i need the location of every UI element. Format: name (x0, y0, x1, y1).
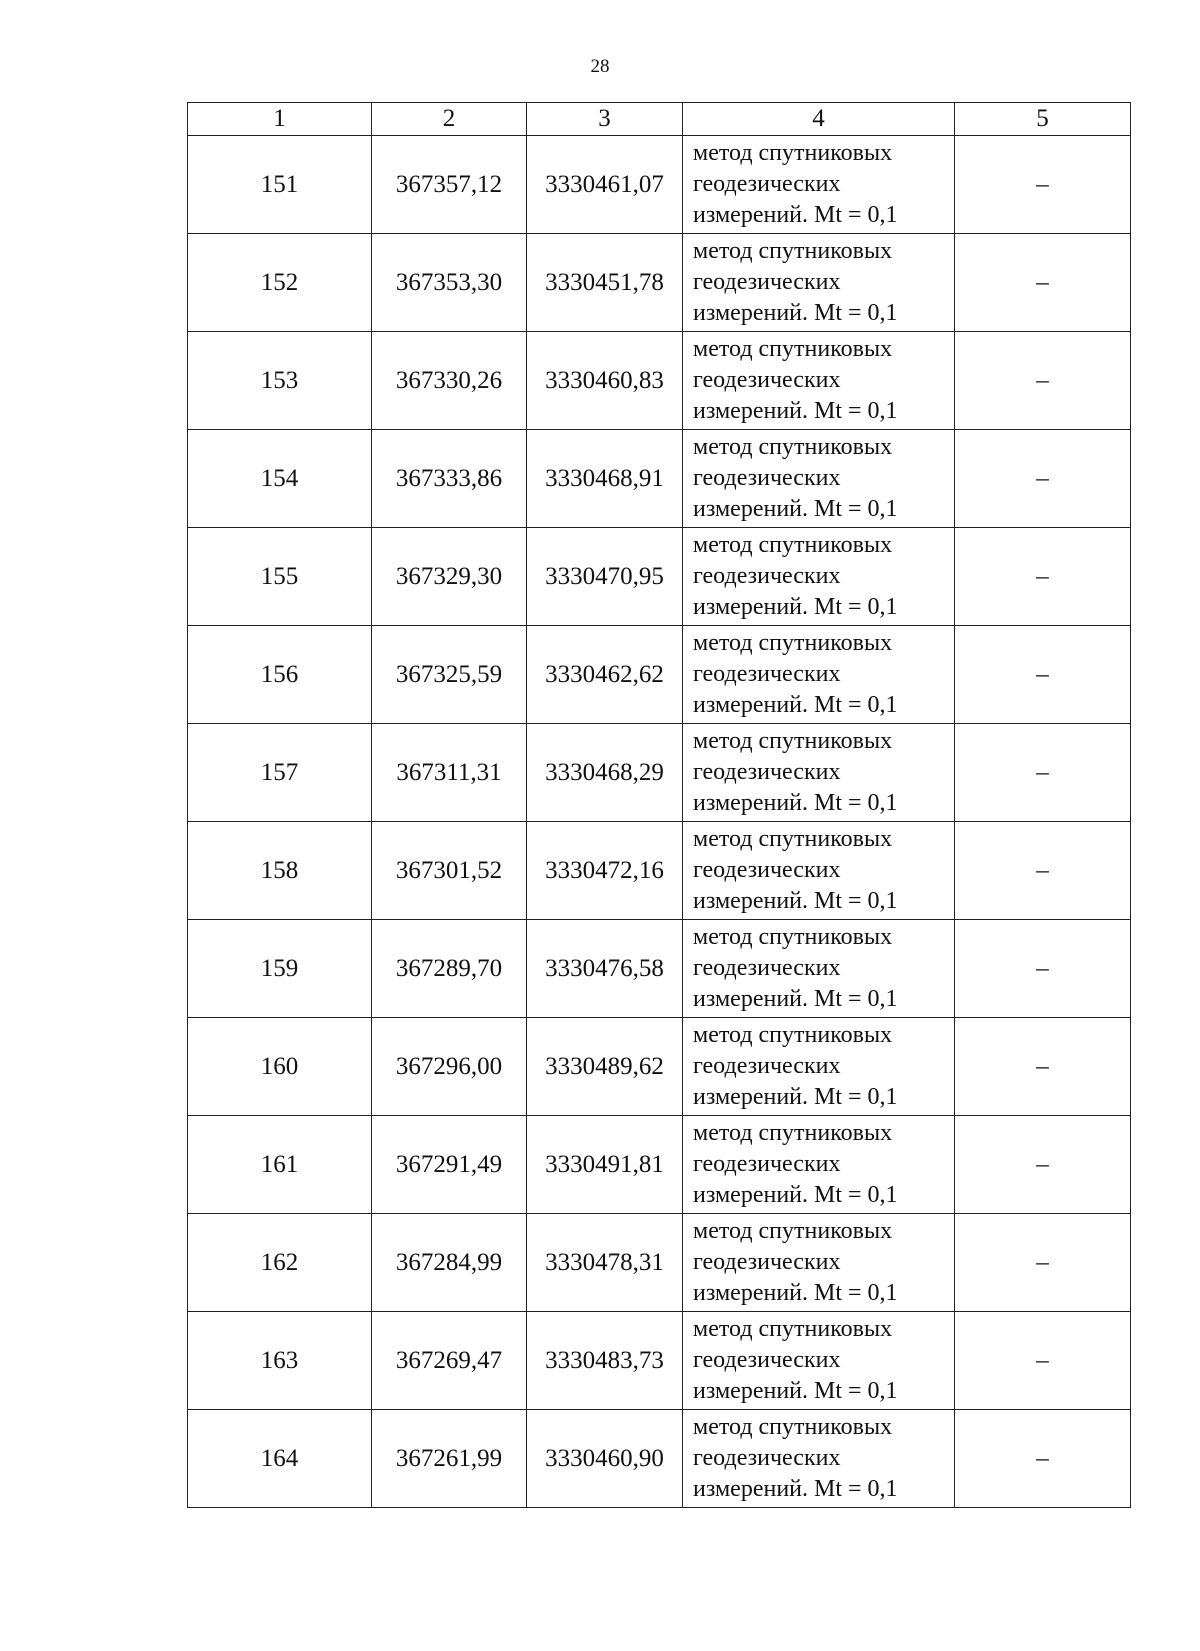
point-number-cell: 155 (188, 528, 372, 626)
header-col-1: 1 (188, 103, 372, 136)
method-line: геодезических (693, 171, 841, 197)
method-cell (683, 1312, 955, 1410)
y-coordinate-cell: 3330478,31 (527, 1214, 683, 1312)
note-cell: – (955, 1410, 1131, 1508)
note-cell: – (955, 430, 1131, 528)
x-coordinate-cell: 367333,86 (372, 430, 527, 528)
method-line: геодезических (693, 759, 841, 785)
method-line: геодезических (693, 661, 841, 687)
method-line: измерений. Mt = 0,1 (693, 692, 898, 718)
x-coordinate-cell: 367311,31 (372, 724, 527, 822)
x-coordinate-cell: 367357,12 (372, 136, 527, 234)
method-line: измерений. Mt = 0,1 (693, 986, 898, 1012)
x-coordinate-cell: 367291,49 (372, 1116, 527, 1214)
x-coordinate-cell: 367284,99 (372, 1214, 527, 1312)
note-cell: – (955, 1312, 1131, 1410)
method-cell (683, 1410, 955, 1508)
point-number-cell: 161 (188, 1116, 372, 1214)
method-line: метод спутниковых (693, 1414, 893, 1440)
note-cell: – (955, 1116, 1131, 1214)
method-cell (683, 920, 955, 1018)
table-row (188, 1214, 1131, 1312)
table-row (188, 528, 1131, 626)
table-body (188, 136, 1131, 1508)
point-number-cell: 160 (188, 1018, 372, 1116)
point-number-cell: 162 (188, 1214, 372, 1312)
table-row (188, 1410, 1131, 1508)
method-line: измерений. Mt = 0,1 (693, 1280, 898, 1306)
method-line: геодезических (693, 1347, 841, 1373)
method-line: геодезических (693, 1053, 841, 1079)
method-line: геодезических (693, 465, 841, 491)
y-coordinate-cell: 3330476,58 (527, 920, 683, 1018)
header-col-2: 2 (372, 103, 527, 136)
table-row (188, 1312, 1131, 1410)
method-cell (683, 1214, 955, 1312)
method-line: метод спутниковых (693, 336, 893, 362)
method-cell (683, 724, 955, 822)
method-cell (683, 822, 955, 920)
table-row (188, 332, 1131, 430)
y-coordinate-cell: 3330470,95 (527, 528, 683, 626)
note-cell: – (955, 626, 1131, 724)
header-col-5: 5 (955, 103, 1131, 136)
header-col-3: 3 (527, 103, 683, 136)
x-coordinate-cell: 367289,70 (372, 920, 527, 1018)
method-line: метод спутниковых (693, 924, 893, 950)
method-line: измерений. Mt = 0,1 (693, 1182, 898, 1208)
x-coordinate-cell: 367329,30 (372, 528, 527, 626)
method-line: измерений. Mt = 0,1 (693, 594, 898, 620)
method-line: геодезических (693, 563, 841, 589)
method-line: метод спутниковых (693, 1218, 893, 1244)
x-coordinate-cell: 367325,59 (372, 626, 527, 724)
table-header (188, 103, 1131, 136)
point-number-cell: 153 (188, 332, 372, 430)
method-line: метод спутниковых (693, 434, 893, 460)
method-line: метод спутниковых (693, 140, 893, 166)
method-line: метод спутниковых (693, 532, 893, 558)
note-cell: – (955, 1214, 1131, 1312)
coordinates-table (187, 102, 1131, 1508)
note-cell: – (955, 136, 1131, 234)
y-coordinate-cell: 3330468,91 (527, 430, 683, 528)
method-cell (683, 332, 955, 430)
header-col-4: 4 (683, 103, 955, 136)
note-cell: – (955, 920, 1131, 1018)
table-row (188, 1018, 1131, 1116)
point-number-cell: 163 (188, 1312, 372, 1410)
point-number-cell: 156 (188, 626, 372, 724)
x-coordinate-cell: 367296,00 (372, 1018, 527, 1116)
point-number-cell: 152 (188, 234, 372, 332)
x-coordinate-cell: 367301,52 (372, 822, 527, 920)
note-cell: – (955, 234, 1131, 332)
x-coordinate-cell: 367261,99 (372, 1410, 527, 1508)
note-cell: – (955, 528, 1131, 626)
x-coordinate-cell: 367269,47 (372, 1312, 527, 1410)
y-coordinate-cell: 3330489,62 (527, 1018, 683, 1116)
method-line: измерений. Mt = 0,1 (693, 888, 898, 914)
table-row (188, 920, 1131, 1018)
y-coordinate-cell: 3330468,29 (527, 724, 683, 822)
table-row (188, 1116, 1131, 1214)
y-coordinate-cell: 3330460,90 (527, 1410, 683, 1508)
method-cell (683, 430, 955, 528)
y-coordinate-cell: 3330483,73 (527, 1312, 683, 1410)
method-cell (683, 1018, 955, 1116)
method-line: измерений. Mt = 0,1 (693, 1084, 898, 1110)
method-line: геодезических (693, 955, 841, 981)
method-cell (683, 234, 955, 332)
note-cell: – (955, 724, 1131, 822)
x-coordinate-cell: 367353,30 (372, 234, 527, 332)
method-cell (683, 136, 955, 234)
table-row (188, 136, 1131, 234)
note-cell: – (955, 822, 1131, 920)
y-coordinate-cell: 3330461,07 (527, 136, 683, 234)
method-cell (683, 528, 955, 626)
method-line: метод спутниковых (693, 1316, 893, 1342)
page-number: 28 (590, 56, 610, 77)
note-cell: – (955, 332, 1131, 430)
method-line: геодезических (693, 269, 841, 295)
x-coordinate-cell: 367330,26 (372, 332, 527, 430)
note-cell: – (955, 1018, 1131, 1116)
table-row (188, 626, 1131, 724)
point-number-cell: 151 (188, 136, 372, 234)
table-row (188, 430, 1131, 528)
method-cell (683, 1116, 955, 1214)
y-coordinate-cell: 3330451,78 (527, 234, 683, 332)
method-line: геодезических (693, 1445, 841, 1471)
method-line: геодезических (693, 367, 841, 393)
method-line: метод спутниковых (693, 630, 893, 656)
point-number-cell: 164 (188, 1410, 372, 1508)
method-line: геодезических (693, 1151, 841, 1177)
table-row (188, 724, 1131, 822)
method-line: метод спутниковых (693, 728, 893, 754)
method-line: геодезических (693, 857, 841, 883)
method-line: измерений. Mt = 0,1 (693, 398, 898, 424)
table-row (188, 822, 1131, 920)
point-number-cell: 154 (188, 430, 372, 528)
method-line: измерений. Mt = 0,1 (693, 1378, 898, 1404)
table-row (188, 234, 1131, 332)
method-line: измерений. Mt = 0,1 (693, 202, 898, 228)
method-line: метод спутниковых (693, 826, 893, 852)
method-line: метод спутниковых (693, 1022, 893, 1048)
method-line: измерений. Mt = 0,1 (693, 300, 898, 326)
method-line: измерений. Mt = 0,1 (693, 496, 898, 522)
method-line: измерений. Mt = 0,1 (693, 790, 898, 816)
method-line: метод спутниковых (693, 238, 893, 264)
method-cell (683, 626, 955, 724)
point-number-cell: 157 (188, 724, 372, 822)
point-number-cell: 159 (188, 920, 372, 1018)
point-number-cell: 158 (188, 822, 372, 920)
header-row (188, 103, 1131, 136)
method-line: геодезических (693, 1249, 841, 1275)
method-line: измерений. Mt = 0,1 (693, 1476, 898, 1502)
y-coordinate-cell: 3330462,62 (527, 626, 683, 724)
y-coordinate-cell: 3330460,83 (527, 332, 683, 430)
y-coordinate-cell: 3330472,16 (527, 822, 683, 920)
method-line: метод спутниковых (693, 1120, 893, 1146)
y-coordinate-cell: 3330491,81 (527, 1116, 683, 1214)
